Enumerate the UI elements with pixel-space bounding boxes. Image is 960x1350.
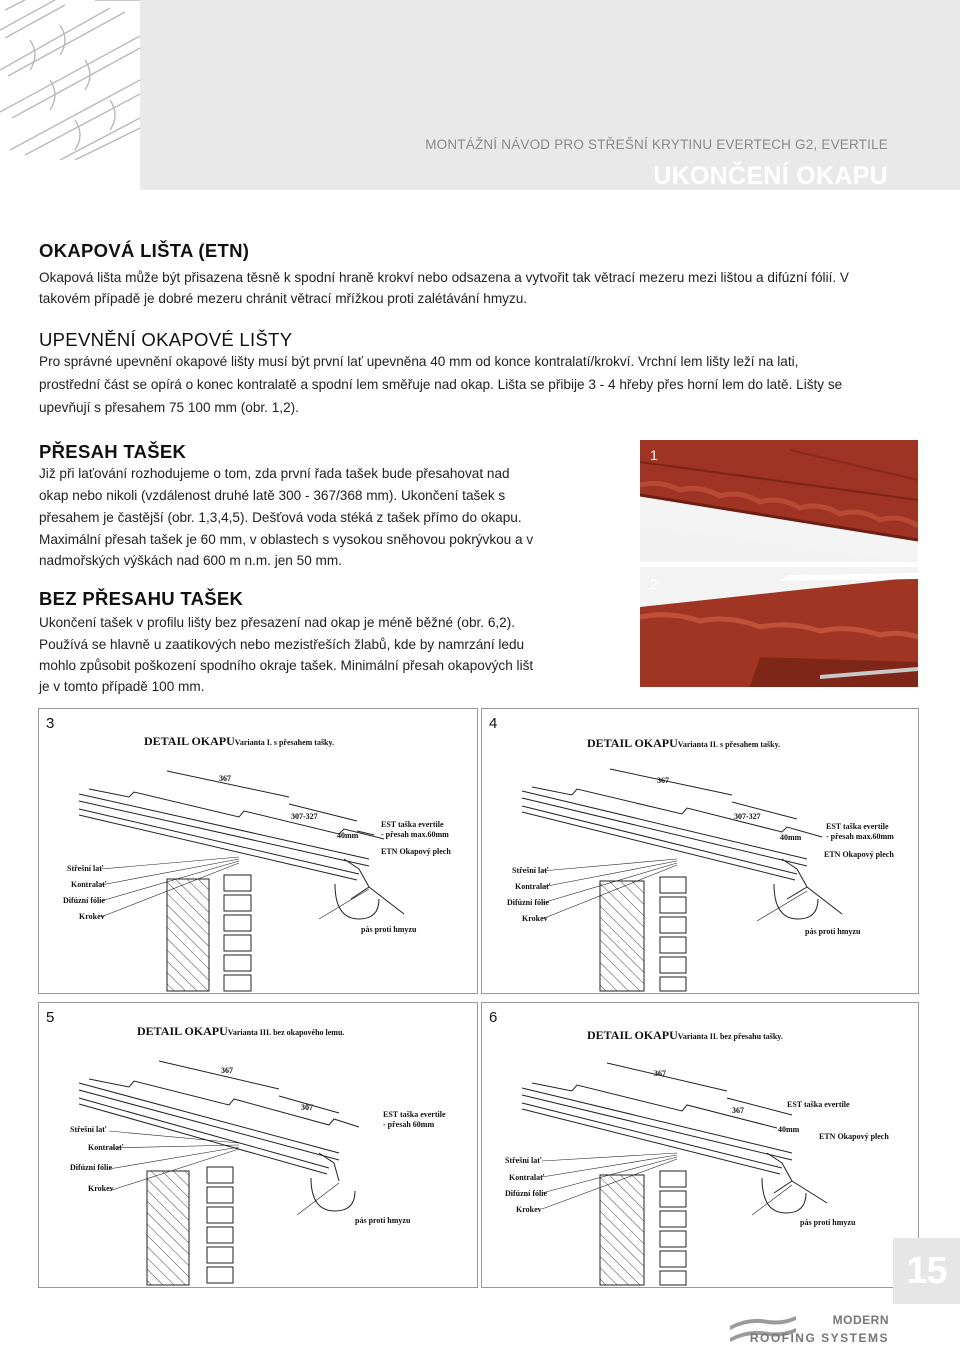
insect-strip-label: pás proti hmyzu bbox=[805, 927, 861, 936]
photo-number: 1 bbox=[650, 447, 658, 463]
etn-label: ETN Okapový plech bbox=[824, 850, 894, 859]
overhang-label: - přesah 60mm bbox=[383, 1120, 435, 1129]
section-heading-overhang: PŘESAH TAŠEK bbox=[39, 441, 187, 462]
tile-label: EST taška evertile bbox=[826, 822, 889, 831]
dimension-label: 367 bbox=[219, 774, 231, 783]
dimension-label: 367 bbox=[654, 1069, 666, 1078]
section-heading-no-overhang: BEZ PŘESAHU TAŠEK bbox=[39, 588, 244, 609]
no-overhang-text-line: Používá se hlavně u zaatikových nebo mezistřeších žlabů, kde by namrzání ledu bbox=[39, 637, 525, 652]
page-title: UKONČENÍ OKAPU bbox=[653, 162, 888, 190]
overhang-text-line: okap nebo nikoli (vzdálenost druhé latě 300 - 367/368 mm). Ukončení tašek s bbox=[39, 488, 506, 503]
figure-number: 4 bbox=[489, 715, 498, 732]
figure-6 bbox=[481, 1002, 919, 1288]
dimension-label: 40mm bbox=[337, 831, 359, 840]
eave-detail-drawing bbox=[482, 1003, 918, 1287]
figure-title: DETAIL OKAPUVarianta II. s přesahem tašky. bbox=[587, 736, 781, 750]
rafter-label: Krokev bbox=[88, 1184, 114, 1193]
counter-batten-label: Kontralať bbox=[88, 1143, 124, 1152]
counter-batten-label: Kontralať bbox=[515, 882, 551, 891]
dimension-label: 307 bbox=[301, 1103, 313, 1112]
photo-number: 2 bbox=[650, 576, 658, 592]
figure-4 bbox=[481, 708, 919, 994]
tile-label: EST taška evertile bbox=[787, 1100, 850, 1109]
figure-title: DETAIL OKAPUVarianta II. bez přesahu tašky. bbox=[587, 1028, 783, 1042]
tile-label: EST taška evertile bbox=[383, 1110, 446, 1119]
no-overhang-text-line: je v tomto případě 100 mm. bbox=[39, 679, 205, 694]
etn-label: ETN Okapový plech bbox=[819, 1132, 889, 1141]
page-number: 15 bbox=[893, 1238, 960, 1304]
figure-5 bbox=[38, 1002, 478, 1288]
etn-label: ETN Okapový plech bbox=[381, 847, 451, 856]
overhang-text-line: přesahem je častější (obr. 1,3,4,5). Dešťová voda stéká z tašek přímo do okapu. bbox=[39, 510, 522, 525]
photo-2 bbox=[640, 567, 918, 687]
dimension-label: 40mm bbox=[778, 1125, 800, 1134]
insect-strip-label: pás proti hmyzu bbox=[800, 1218, 856, 1227]
counter-batten-label: Kontralať bbox=[71, 880, 107, 889]
figure-number: 3 bbox=[46, 715, 55, 732]
roof-tile-illustration bbox=[0, 0, 140, 160]
membrane-label: Difúzní fólie bbox=[507, 898, 549, 907]
rafter-label: Krokev bbox=[516, 1205, 542, 1214]
figure-title: DETAIL OKAPUVarianta I. s přesahem tašky. bbox=[144, 734, 335, 748]
membrane-label: Difúzní fólie bbox=[505, 1189, 547, 1198]
batten-label: Střešní lať bbox=[512, 866, 549, 875]
dimension-label: 367 bbox=[732, 1106, 744, 1115]
fixing-text-line: upevňují s přesahem 75 100 mm (obr. 1,2). bbox=[39, 400, 299, 415]
figure-number: 5 bbox=[46, 1009, 55, 1026]
overhang-text-line: nadmořských výškách nad 600 m n.m. jen 50 mm. bbox=[39, 553, 342, 568]
no-overhang-text-line: Ukončení tašek v profilu lišty bez přesazení nad okap je méně běžné (obr. 6,2). bbox=[39, 615, 516, 630]
counter-batten-label: Kontralať bbox=[509, 1173, 545, 1182]
document-subtitle: MONTÁŽNÍ NÁVOD PRO STŘEŠNÍ KRYTINU EVERTECH G2, EVERTILE bbox=[425, 137, 888, 152]
etn-text-line: takovém případě je dobré mezeru chránit větrací mřížkou proti zalétávání hmyzu. bbox=[39, 291, 528, 306]
membrane-label: Difúzní fólie bbox=[70, 1163, 112, 1172]
overhang-label: - přesah max.60mm bbox=[381, 830, 449, 839]
figure-title: DETAIL OKAPUVarianta III. bez okapového lemu. bbox=[137, 1024, 345, 1038]
membrane-label: Difúzní fólie bbox=[63, 896, 105, 905]
photo-1 bbox=[640, 440, 918, 562]
rafter-label: Krokev bbox=[79, 912, 105, 921]
batten-label: Střešní lať bbox=[505, 1156, 542, 1165]
overhang-text-line: Již při laťování rozhodujeme o tom, zda první řada tašek bude přesahovat nad bbox=[39, 466, 510, 481]
dimension-label: 40mm bbox=[780, 833, 802, 842]
fixing-text-line: Pro správné upevnění okapové lišty musí být první lať upevněna 40 mm od konce kontralatí/krokví. Vrchní lem lišty leží na lati, bbox=[39, 354, 799, 369]
section-heading-fixing: UPEVNĚNÍ OKAPOVÉ LIŠTY bbox=[39, 329, 293, 350]
brand-tagline: ROOFING SYSTEMS bbox=[749, 1331, 889, 1345]
batten-label: Střešní lať bbox=[70, 1125, 107, 1134]
dimension-label: 307-327 bbox=[291, 812, 318, 821]
insect-strip-label: pás proti hmyzu bbox=[355, 1216, 411, 1225]
etn-text-line: Okapová lišta může být přisazena těsně k spodní hraně krokví nebo odsazena a vytvořit tak větrací mezeru mezi lištou a difúzní fólií. V bbox=[39, 270, 849, 285]
brand-name: MODERN bbox=[832, 1313, 889, 1327]
dimension-label: 367 bbox=[221, 1066, 233, 1075]
fixing-text-line: prostřední část se opírá o konec kontralatě a spodní lem směřuje nad okap. Lišta se přibije 3 - 4 hřeby přes horní lem do latě. Lišty se bbox=[39, 377, 843, 392]
rafter-label: Krokev bbox=[522, 914, 548, 923]
dimension-label: 367 bbox=[657, 776, 669, 785]
no-overhang-text-line: mohlo způsobit poškození spodního okraje tašek. Minimální přesah okapových lišt bbox=[39, 658, 534, 673]
tile-label: EST taška evertile bbox=[381, 820, 444, 829]
brand-logo bbox=[728, 1312, 893, 1348]
dimension-label: 307-327 bbox=[734, 812, 761, 821]
overhang-text-line: Maximální přesah tašek je 60 mm, v oblastech s vysokou sněhovou pokrývkou a v bbox=[39, 532, 534, 547]
batten-label: Střešní lať bbox=[67, 864, 104, 873]
figure-3 bbox=[38, 708, 478, 994]
insect-strip-label: pás proti hmyzu bbox=[361, 925, 417, 934]
overhang-label: - přesah max.60mm bbox=[826, 832, 894, 841]
section-heading-etn: OKAPOVÁ LIŠTA (ETN) bbox=[39, 240, 250, 261]
figure-number: 6 bbox=[489, 1009, 498, 1026]
